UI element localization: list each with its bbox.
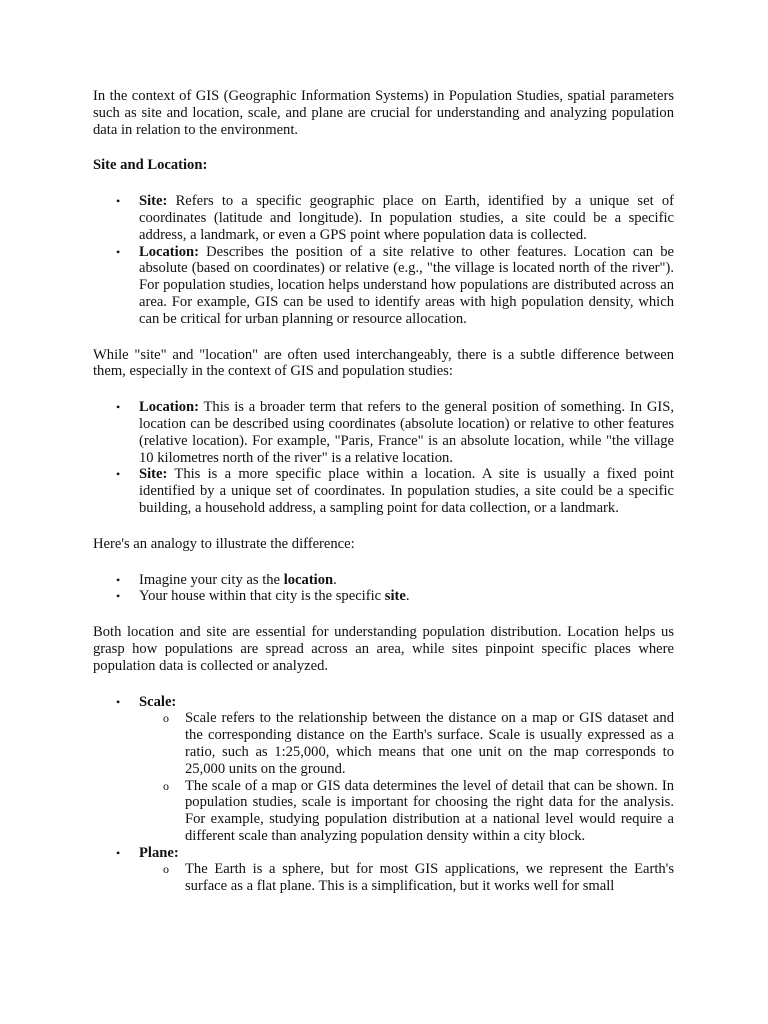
list-item bbox=[93, 244, 674, 328]
intro-paragraph: In the context of GIS (Geographic Information Systems) in Population Studies, spatial parameters such as site and location, scale, and plane are crucial for understanding and analyzing population data in relation to the environment. bbox=[93, 88, 674, 138]
list-item bbox=[93, 193, 674, 243]
list-item bbox=[93, 466, 674, 516]
sub-list-text: The scale of a map or GIS data determines the level of detail that can be shown. In population studies, scale is important for choosing the right data for the analysis. For example, studying population distribution at a national level would require a different scale than analyzing population density within a city block. bbox=[185, 777, 674, 844]
list-item-term: Site: bbox=[139, 193, 168, 210]
list-item-term: Location: bbox=[139, 399, 199, 416]
circle-bullet-icon: o bbox=[163, 862, 169, 877]
list-item bbox=[93, 572, 674, 589]
list-item bbox=[93, 399, 674, 466]
circle-bullet-icon: o bbox=[163, 711, 169, 726]
bullet-icon: • bbox=[116, 589, 121, 604]
plane-term: Plane: bbox=[139, 844, 179, 861]
analogy-bold: site bbox=[384, 588, 406, 605]
analogy-list bbox=[93, 572, 674, 606]
sub-list-text: The Earth is a sphere, but for most GIS applications, we represent the Earth's surface as a flat plane. This is a simplification, but it works well for small bbox=[185, 861, 674, 895]
document-page bbox=[93, 88, 674, 895]
analogy-punct: . bbox=[333, 571, 337, 588]
scale-term: Scale: bbox=[139, 693, 177, 710]
bullet-icon: • bbox=[116, 244, 121, 259]
analogy-intro: Here's an analogy to illustrate the difference: bbox=[93, 535, 355, 552]
bullet-icon: • bbox=[116, 400, 121, 415]
sub-list-text: Scale refers to the relationship between the distance on a map or GIS dataset and the corresponding distance on the Earth's surface. Scale is usually expressed as a ratio, such as 1:25,000, which means that one unit on the map corresponds to 25,000 units on the ground. bbox=[185, 710, 674, 777]
sub-list-item bbox=[139, 710, 674, 777]
list-item bbox=[93, 588, 674, 605]
bullet-icon: • bbox=[116, 467, 121, 482]
bullet-icon: • bbox=[116, 845, 121, 860]
analogy-text: Your house within that city is the specific bbox=[139, 588, 385, 605]
site-location-list bbox=[93, 193, 674, 327]
analogy-text: Imagine your city as the bbox=[139, 571, 284, 588]
list-item-term: Location: bbox=[139, 243, 199, 260]
sub-list-item bbox=[139, 778, 674, 845]
list-item-text: Describes the position of a site relative to other features. Location can be absolute (based on coordinates) or relative (e.g., "the village is located north of the river"). For population studies, location helps understand how populations are distributed across an area. For example, GIS can be used to identify areas with high population density, which can be critical for urban planning or resource allocation. bbox=[139, 243, 674, 327]
list-item-text: This is a broader term that refers to the general position of something. In GIS, location can be described using coordinates (absolute location) or relative to other features (relative location). For example, "Paris, France" is an absolute location, while "the village 10 kilometres north of the river" is a relative location. bbox=[139, 399, 674, 466]
bullet-icon: • bbox=[116, 572, 121, 587]
difference-list bbox=[93, 399, 674, 517]
site-location-heading: Site and Location: bbox=[93, 157, 208, 174]
plane-item bbox=[93, 845, 674, 895]
list-item-term: Site: bbox=[139, 466, 168, 483]
list-item-text: Refers to a specific geographic place on Earth, identified by a unique set of coordinates (latitude and longitude). In population studies, a site could be a specific address, a landmark, or even a GPS point where population data is collected. bbox=[139, 193, 674, 243]
scale-sublist bbox=[139, 710, 674, 844]
analogy-bold: location bbox=[283, 571, 334, 588]
bullet-icon: • bbox=[116, 194, 121, 209]
circle-bullet-icon: o bbox=[163, 778, 169, 793]
list-item-text: This is a more specific place within a location. A site is usually a fixed point identified by a unique set of coordinates. In population studies, a site could be a specific building, a household address, a sampling point for data collection, or a landmark. bbox=[139, 466, 674, 516]
difference-paragraph: While "site" and "location" are often used interchangeably, there is a subtle difference between them, especially in the context of GIS and population studies: bbox=[93, 346, 674, 380]
sub-list-item bbox=[139, 861, 674, 895]
summary-paragraph: Both location and site are essential for understanding population distribution. Location helps us grasp how populations are spread across an area, while sites pinpoint specific places where population data is collected or analyzed. bbox=[93, 624, 674, 674]
bullet-icon: • bbox=[116, 694, 121, 709]
scale-item bbox=[93, 694, 674, 845]
analogy-punct: . bbox=[405, 588, 410, 605]
parameters-list bbox=[93, 694, 674, 896]
plane-sublist bbox=[139, 861, 674, 895]
